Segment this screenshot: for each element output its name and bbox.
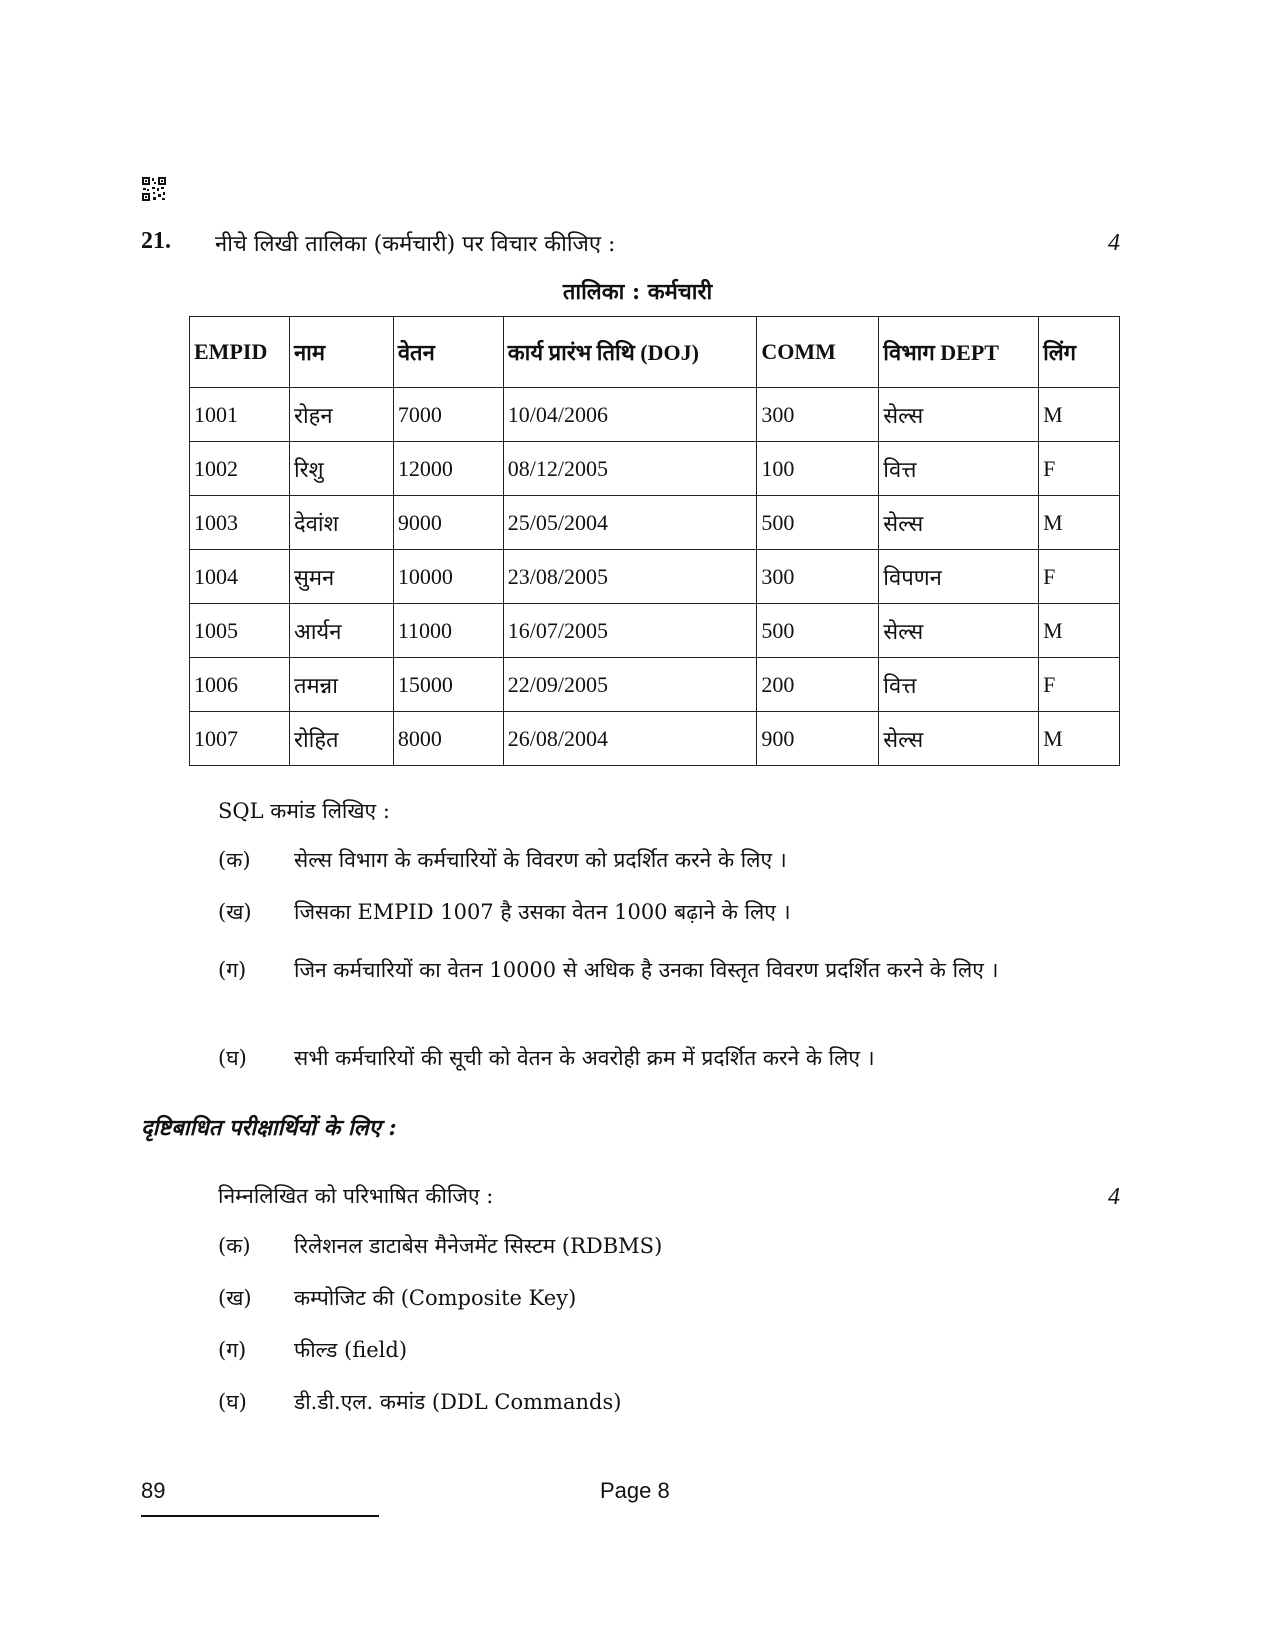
item-label: (क) xyxy=(218,1234,251,1258)
cell-empid: 1002 xyxy=(190,442,290,496)
footer-page-number: Page 8 xyxy=(600,1478,670,1503)
item-label: (ख) xyxy=(218,1286,252,1310)
item-text: फील्ड (field) xyxy=(294,1338,408,1362)
cell-dept: सेल्स xyxy=(879,388,1039,442)
col-header-gender: लिंग xyxy=(1039,317,1120,388)
cell-doj: 26/08/2004 xyxy=(503,712,757,766)
question-text: नीचे लिखी तालिका (कर्मचारी) पर विचार कीजिए : xyxy=(215,232,616,257)
footer-rule xyxy=(141,1515,379,1517)
col-header-dept: विभाग DEPT xyxy=(879,317,1039,388)
visually-impaired-heading: दृष्टिबाधित परीक्षार्थियों के लिए : xyxy=(141,1115,397,1141)
question-marks: 4 xyxy=(1108,230,1120,256)
cell-comm: 500 xyxy=(757,496,879,550)
cell-doj: 22/09/2005 xyxy=(503,658,757,712)
table-row xyxy=(190,604,1120,658)
cell-salary: 10000 xyxy=(393,550,503,604)
item-label: (ख) xyxy=(218,900,252,924)
cell-name: सुमन xyxy=(289,550,393,604)
cell-comm: 200 xyxy=(757,658,879,712)
sql-item-c xyxy=(218,950,1078,990)
cell-gender: M xyxy=(1039,712,1120,766)
cell-gender: F xyxy=(1039,658,1120,712)
vi-item-b xyxy=(218,1284,1078,1312)
item-text: सभी कर्मचारियों की सूची को वेतन के अवरोही क्रम में प्रदर्शित करने के लिए । xyxy=(294,1046,875,1070)
question-number: 21. xyxy=(141,228,171,254)
cell-name: आर्यन xyxy=(289,604,393,658)
cell-name: रिशु xyxy=(289,442,393,496)
table-header-row xyxy=(190,317,1120,388)
cell-empid: 1005 xyxy=(190,604,290,658)
vi-prompt: निम्नलिखित को परिभाषित कीजिए : xyxy=(218,1184,494,1208)
item-text: डी.डी.एल. कमांड (DDL Commands) xyxy=(294,1390,622,1414)
cell-name: रोहन xyxy=(289,388,393,442)
cell-salary: 7000 xyxy=(393,388,503,442)
col-header-salary: वेतन xyxy=(393,317,503,388)
item-text: जिसका EMPID 1007 है उसका वेतन 1000 बढ़ाने के लिए । xyxy=(294,900,791,924)
cell-empid: 1007 xyxy=(190,712,290,766)
table-row xyxy=(190,550,1120,604)
cell-salary: 15000 xyxy=(393,658,503,712)
vi-item-d xyxy=(218,1388,1078,1416)
footer-code: 89 xyxy=(141,1478,166,1503)
sql-item-d xyxy=(218,1044,1078,1072)
cell-salary: 11000 xyxy=(393,604,503,658)
sql-prompt: SQL कमांड लिखिए : xyxy=(218,799,390,823)
cell-salary: 8000 xyxy=(393,712,503,766)
table-caption: तालिका : कर्मचारी xyxy=(562,279,713,305)
table-row xyxy=(190,712,1120,766)
cell-salary: 9000 xyxy=(393,496,503,550)
cell-doj: 25/05/2004 xyxy=(503,496,757,550)
cell-name: देवांश xyxy=(289,496,393,550)
vi-marks: 4 xyxy=(1108,1184,1120,1210)
col-header-name: नाम xyxy=(289,317,393,388)
cell-comm: 500 xyxy=(757,604,879,658)
item-label: (घ) xyxy=(218,1390,247,1414)
cell-empid: 1006 xyxy=(190,658,290,712)
cell-gender: M xyxy=(1039,388,1120,442)
qr-code-icon xyxy=(141,176,167,202)
item-label: (ग) xyxy=(218,1338,247,1362)
table-row xyxy=(190,388,1120,442)
item-text: जिन कर्मचारियों का वेतन 10000 से अधिक है उनका विस्तृत विवरण प्रदर्शित करने के लिए । xyxy=(294,958,999,982)
cell-empid: 1001 xyxy=(190,388,290,442)
cell-dept: वित्त xyxy=(879,658,1039,712)
sql-item-b xyxy=(218,898,1078,926)
cell-name: रोहित xyxy=(289,712,393,766)
item-label: (ग) xyxy=(218,958,247,982)
cell-empid: 1004 xyxy=(190,550,290,604)
cell-dept: सेल्स xyxy=(879,496,1039,550)
cell-doj: 16/07/2005 xyxy=(503,604,757,658)
table-row xyxy=(190,658,1120,712)
vi-item-a xyxy=(218,1232,1078,1260)
cell-comm: 300 xyxy=(757,388,879,442)
sql-item-a xyxy=(218,846,1078,874)
table-row xyxy=(190,496,1120,550)
cell-dept: सेल्स xyxy=(879,604,1039,658)
employee-table xyxy=(189,316,1120,766)
cell-comm: 100 xyxy=(757,442,879,496)
item-text: सेल्स विभाग के कर्मचारियों के विवरण को प्रदर्शित करने के लिए । xyxy=(294,848,787,872)
vi-item-c xyxy=(218,1336,1078,1364)
cell-comm: 900 xyxy=(757,712,879,766)
cell-gender: F xyxy=(1039,550,1120,604)
item-label: (क) xyxy=(218,848,251,872)
cell-gender: M xyxy=(1039,604,1120,658)
cell-doj: 08/12/2005 xyxy=(503,442,757,496)
cell-empid: 1003 xyxy=(190,496,290,550)
cell-comm: 300 xyxy=(757,550,879,604)
cell-doj: 23/08/2005 xyxy=(503,550,757,604)
cell-gender: M xyxy=(1039,496,1120,550)
cell-dept: सेल्स xyxy=(879,712,1039,766)
cell-dept: विपणन xyxy=(879,550,1039,604)
item-text: कम्पोजिट की (Composite Key) xyxy=(294,1286,577,1310)
item-text: रिलेशनल डाटाबेस मैनेजमेंट सिस्टम (RDBMS) xyxy=(294,1234,663,1258)
item-label: (घ) xyxy=(218,1046,247,1070)
cell-salary: 12000 xyxy=(393,442,503,496)
cell-doj: 10/04/2006 xyxy=(503,388,757,442)
cell-name: तमन्ना xyxy=(289,658,393,712)
col-header-doj: कार्य प्रारंभ तिथि (DOJ) xyxy=(503,317,757,388)
col-header-comm: COMM xyxy=(757,317,879,388)
cell-dept: वित्त xyxy=(879,442,1039,496)
table-row xyxy=(190,442,1120,496)
cell-gender: F xyxy=(1039,442,1120,496)
col-header-empid: EMPID xyxy=(190,317,290,388)
